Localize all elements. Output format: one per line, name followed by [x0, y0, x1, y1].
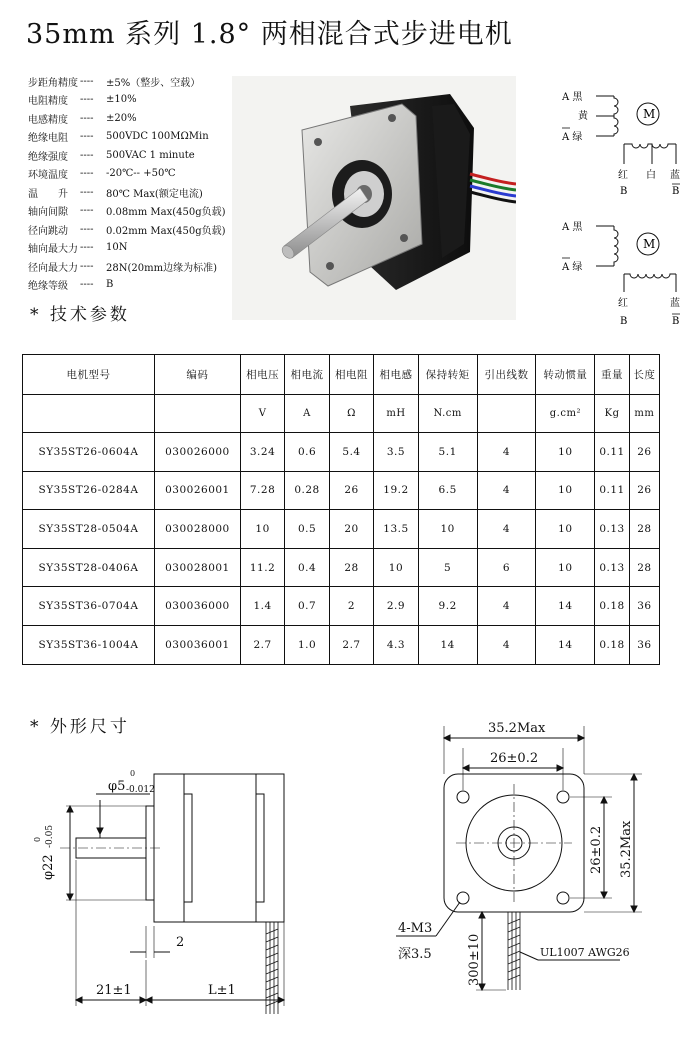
unit-cell: mH: [374, 395, 418, 433]
spec-row: [28, 72, 238, 91]
table-cell: 11.2: [240, 548, 284, 587]
spec-dash: ----: [80, 131, 94, 143]
table-cell: 20: [329, 510, 373, 549]
spec-label: 步距角精度: [28, 77, 78, 89]
spec-value: ±10%: [106, 94, 137, 106]
table-cell: 0.5: [285, 510, 329, 549]
table-cell: 36: [629, 625, 659, 664]
spec-row: [28, 128, 238, 147]
table-cell: 030036000: [155, 587, 241, 626]
column-header: 重量: [595, 355, 630, 395]
spec-value: -20℃-- +50℃: [106, 168, 176, 180]
table-cell: SY35ST36-1004A: [23, 625, 155, 664]
holes-spec: 4-M3: [398, 921, 433, 936]
table-cell: 1.0: [285, 625, 329, 664]
table-cell: 0.18: [595, 625, 630, 664]
unit-cell: N.cm: [418, 395, 477, 433]
spec-dash: ----: [80, 168, 94, 180]
table-cell: 10: [418, 510, 477, 549]
table-row: [23, 510, 660, 549]
column-header: 引出线数: [477, 355, 536, 395]
column-header: 编码: [155, 355, 241, 395]
table-cell: 10: [536, 471, 595, 510]
tech-params-heading: * 技术参数: [30, 305, 130, 325]
spec-label: 绝缘电阻: [28, 133, 68, 145]
table-units-row: [23, 395, 660, 433]
label-a-black-2: A 黑: [562, 222, 583, 233]
table-cell: 030028001: [155, 548, 241, 587]
shaft-tol-lower: -0.012: [126, 785, 155, 795]
label-a-bar-green-2: A 绿: [562, 262, 583, 273]
table-cell: 2.9: [374, 587, 418, 626]
table-cell: 14: [536, 587, 595, 626]
table-cell: 7.28: [240, 471, 284, 510]
table-cell: 10: [536, 433, 595, 472]
spec-row: [28, 276, 238, 295]
table-cell: 4: [477, 510, 536, 549]
table-cell: 5.1: [418, 433, 477, 472]
table-row: [23, 548, 660, 587]
dimensions-heading: * 外形尺寸: [30, 717, 130, 737]
spec-label: 径向最大力: [28, 262, 78, 274]
spec-value: 80℃ Max(额定电流): [106, 188, 203, 200]
column-header: 转动惯量: [536, 355, 595, 395]
column-header: 保持转矩: [418, 355, 477, 395]
table-cell: 0.11: [595, 471, 630, 510]
motor-photo: [232, 76, 516, 320]
table-row: [23, 433, 660, 472]
spec-dash: ----: [80, 205, 94, 217]
table-cell: 0.6: [285, 433, 329, 472]
shaft-length-dim: 21±1: [96, 983, 132, 998]
spec-dash: ----: [80, 279, 94, 291]
spec-dash: ----: [80, 186, 94, 198]
table-cell: 6: [477, 548, 536, 587]
spec-label: 绝缘等级: [28, 281, 68, 293]
unit-cell: [477, 395, 536, 433]
spec-dash: ----: [80, 260, 94, 272]
column-header: 电机型号: [23, 355, 155, 395]
table-cell: 26: [329, 471, 373, 510]
spec-label: 电感精度: [28, 114, 68, 126]
spec-row: [28, 220, 238, 239]
hole-depth-spec: 深3.5: [398, 947, 432, 962]
boss-tol-upper: 0: [33, 836, 42, 842]
wiring-diagrams: [540, 78, 690, 338]
motor-symbol: M: [643, 107, 656, 121]
unit-cell: [23, 395, 155, 433]
shaft-diameter-dim: φ5: [108, 779, 126, 794]
spec-label: 温 升: [28, 188, 68, 200]
table-cell: SY35ST26-0604A: [23, 433, 155, 472]
spec-row: [28, 257, 238, 276]
wiring-diagram-4-lead: [561, 221, 680, 327]
table-cell: 14: [536, 625, 595, 664]
table-cell: 28: [329, 548, 373, 587]
table-cell: 10: [374, 548, 418, 587]
table-cell: 0.13: [595, 548, 630, 587]
table-cell: 2.7: [240, 625, 284, 664]
spec-label: 径向跳动: [28, 225, 68, 237]
table-row: [23, 471, 660, 510]
spec-dash: ----: [80, 223, 94, 235]
unit-cell: V: [240, 395, 284, 433]
table-cell: 10: [240, 510, 284, 549]
lead-length-dim: 300±10: [467, 933, 482, 986]
spec-value: ±5%（整步、空载）: [106, 77, 201, 89]
table-cell: SY35ST26-0284A: [23, 471, 155, 510]
table-cell: 4: [477, 471, 536, 510]
table-cell: 1.4: [240, 587, 284, 626]
spec-list: [28, 72, 238, 294]
label-blue-2: 蓝: [670, 298, 680, 309]
table-cell: 19.2: [374, 471, 418, 510]
parameters-table: [22, 354, 660, 665]
table-cell: 36: [629, 587, 659, 626]
spec-dash: ----: [80, 94, 94, 106]
spec-value: 500VDC 100MΩMin: [106, 131, 209, 143]
spec-value: B: [106, 279, 114, 291]
spec-label: 环境温度: [28, 170, 68, 182]
table-cell: 5: [418, 548, 477, 587]
table-cell: 4: [477, 433, 536, 472]
table-cell: 030026001: [155, 471, 241, 510]
table-cell: 4: [477, 625, 536, 664]
table-cell: 9.2: [418, 587, 477, 626]
unit-cell: Ω: [329, 395, 373, 433]
table-cell: 3.5: [374, 433, 418, 472]
label-a-bar-green: A 绿: [562, 132, 583, 143]
table-row: [23, 587, 660, 626]
height-max-dim: 35.2Max: [619, 820, 634, 878]
spec-dash: ----: [80, 75, 94, 87]
table-cell: 4: [477, 587, 536, 626]
table-cell: 2: [329, 587, 373, 626]
table-cell: 28: [629, 548, 659, 587]
table-cell: 5.4: [329, 433, 373, 472]
hole-spacing-v-dim: 26±0.2: [589, 825, 604, 874]
boss-diameter-dim: φ22: [41, 854, 56, 880]
spec-value: ±20%: [106, 112, 137, 124]
column-header: 相电感: [374, 355, 418, 395]
wire-spec: UL1007 AWG26: [540, 946, 630, 959]
spec-row: [28, 165, 238, 184]
spec-dash: ----: [80, 112, 94, 124]
spec-row: [28, 202, 238, 221]
spec-row: [28, 239, 238, 258]
label-yellow: 黄: [578, 111, 588, 122]
spec-value: 10N: [106, 242, 128, 254]
column-header: 长度: [629, 355, 659, 395]
side-view-drawing: [60, 774, 284, 1014]
unit-cell: g.cm²: [536, 395, 595, 433]
spec-dash: ----: [80, 242, 94, 254]
table-cell: 28: [629, 510, 659, 549]
table-cell: SY35ST28-0504A: [23, 510, 155, 549]
table-cell: 2.7: [329, 625, 373, 664]
label-red: 红: [618, 170, 628, 181]
spec-value: 0.08mm Max(450g负载): [106, 207, 226, 219]
spec-value: 500VAC 1 minute: [106, 149, 195, 161]
label-b-bar-2: B: [672, 316, 680, 327]
spec-row: [28, 109, 238, 128]
table-cell: 0.13: [595, 510, 630, 549]
table-cell: SY35ST36-0704A: [23, 587, 155, 626]
label-b-bar: B: [672, 186, 680, 197]
width-max-dim: 35.2Max: [488, 721, 546, 736]
label-blue: 蓝: [670, 170, 680, 181]
table-cell: 10: [536, 510, 595, 549]
table-cell: 3.24: [240, 433, 284, 472]
table-row: [23, 625, 660, 664]
table-cell: 0.28: [285, 471, 329, 510]
spec-row: [28, 183, 238, 202]
table-cell: 030036001: [155, 625, 241, 664]
table-cell: 0.4: [285, 548, 329, 587]
spec-value: 28N(20mm边缘为标准): [106, 262, 217, 274]
unit-cell: mm: [629, 395, 659, 433]
column-header: 相电流: [285, 355, 329, 395]
label-a-black: A 黑: [562, 92, 583, 103]
spec-row: [28, 146, 238, 165]
unit-cell: A: [285, 395, 329, 433]
table-cell: 0.7: [285, 587, 329, 626]
unit-cell: [155, 395, 241, 433]
table-cell: 26: [629, 471, 659, 510]
table-cell: SY35ST28-0406A: [23, 548, 155, 587]
column-header: 相电压: [240, 355, 284, 395]
flange-offset-dim: 2: [176, 935, 185, 950]
spec-dash: ----: [80, 149, 94, 161]
table-cell: 0.18: [595, 587, 630, 626]
spec-row: [28, 91, 238, 110]
table-cell: 10: [536, 548, 595, 587]
table-cell: 030028000: [155, 510, 241, 549]
label-b-2: B: [620, 316, 628, 327]
spec-label: 轴向最大力: [28, 244, 78, 256]
label-b: B: [620, 186, 628, 197]
column-header: 相电阻: [329, 355, 373, 395]
shaft-tol-upper: 0: [130, 769, 136, 778]
table-cell: 26: [629, 433, 659, 472]
dimension-drawings: [0, 690, 700, 1044]
boss-tol-lower: -0.05: [45, 824, 55, 848]
table-cell: 0.11: [595, 433, 630, 472]
table-cell: 14: [418, 625, 477, 664]
spec-label: 电阻精度: [28, 96, 68, 108]
table-cell: 4.3: [374, 625, 418, 664]
spec-label: 轴向间隙: [28, 207, 68, 219]
unit-cell: Kg: [595, 395, 630, 433]
label-white: 白: [646, 170, 656, 181]
table-cell: 13.5: [374, 510, 418, 549]
table-header-row: [23, 355, 660, 395]
table-cell: 6.5: [418, 471, 477, 510]
page-title: 35mm 系列 1.8° 两相混合式步进电机: [26, 19, 513, 50]
label-red-2: 红: [618, 298, 628, 309]
table-cell: 030026000: [155, 433, 241, 472]
spec-value: 0.02mm Max(450g负载): [106, 225, 226, 237]
spec-label: 绝缘强度: [28, 151, 68, 163]
wiring-diagram-6-lead: [561, 91, 680, 197]
body-length-dim: L±1: [208, 983, 236, 998]
hole-spacing-h-dim: 26±0.2: [490, 751, 539, 766]
motor-symbol-2: M: [643, 237, 656, 251]
